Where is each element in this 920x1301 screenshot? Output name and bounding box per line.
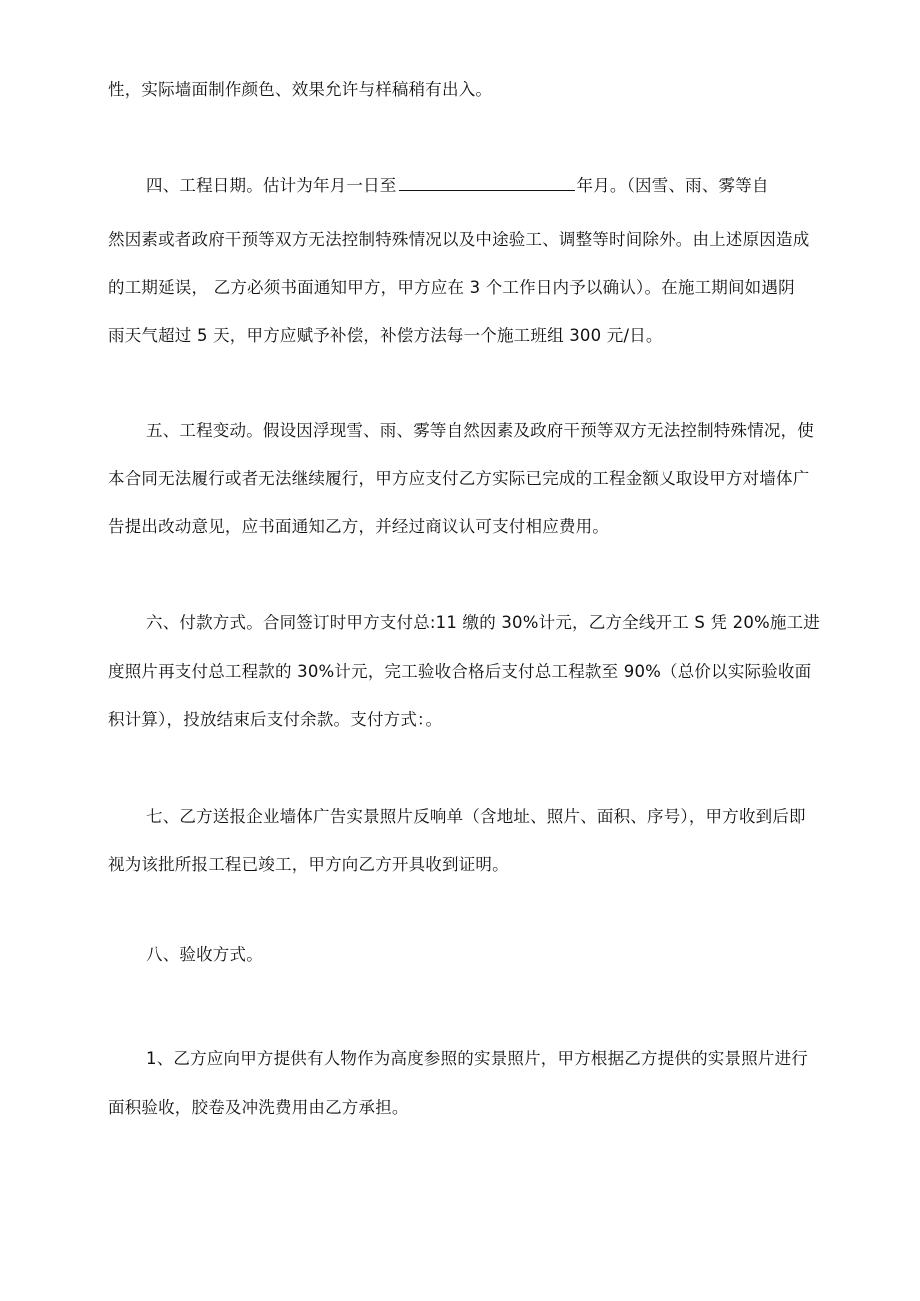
text-line: 告提出改动意见，应书面通知乙方，并经过商议认可支付相应费用。 — [108, 517, 609, 536]
text-line: 度照片再支付总工程款的 30%计元，完工验收合格后支付总工程款至 90%（总价以实际验收面 — [108, 662, 812, 681]
text-line: 面积验收，胶卷及冲洗费用由乙方承担。 — [108, 1098, 409, 1117]
section-8-heading-line: 八、验收方式。 — [146, 945, 263, 964]
section-4-text-end: 年月。（因雪、雨、雾等自 — [576, 176, 769, 195]
text-line: 雨天气超过 5 天，甲方应赋予补偿，补偿方法每一个施工班组 300 元/日。 — [108, 326, 663, 345]
section-5-heading-line: 五、工程变动。假设因浮现雪、雨、雾等自然因素及政府干预等双方无法控制特殊情况，使 — [146, 421, 814, 440]
section-6-heading-line: 六、付款方式。合同签订时甲方支付总:11 缴的 30%计元，乙方全线开工 S 凭 20%施工进 — [146, 613, 821, 632]
text-line: 然因素或者政府干预等双方无法控制特殊情况以及中途验工、调整等时间除外。由上述原因造成 — [108, 230, 810, 249]
date-blank-line — [399, 174, 575, 191]
text-line: 积计算），投放结束后支付余款。支付方式：。 — [108, 710, 443, 729]
text-line: 本合同无法履行或者无法继续履行，甲方应支付乙方实际已完成的工程金额乂取设甲方对墙体广 — [108, 469, 810, 488]
item-1-line: 1、乙方应向甲方提供有人物作为高度参照的实景照片，甲方根据乙方提供的实景照片进行 — [146, 1049, 808, 1068]
section-4-text-start: 四、工程日期。估计为年月一日至 — [146, 176, 397, 195]
section-7-heading-line: 七、乙方送报企业墙体广告实景照片反响单（含地址、照片、面积、序号），甲方收到后即 — [146, 807, 806, 826]
text-line: 性，实际墙面制作颜色、效果允许与样稿稍有出入。 — [108, 80, 493, 99]
text-line: 的工期延误， 乙方必须书面通知甲方，甲方应在 3 个工作日内予以确认）。在施工期间如遇阴 — [108, 278, 795, 297]
section-4-heading-line — [146, 174, 769, 198]
text-line: 视为该批所报工程已竣工，甲方向乙方开具收到证明。 — [108, 855, 509, 874]
